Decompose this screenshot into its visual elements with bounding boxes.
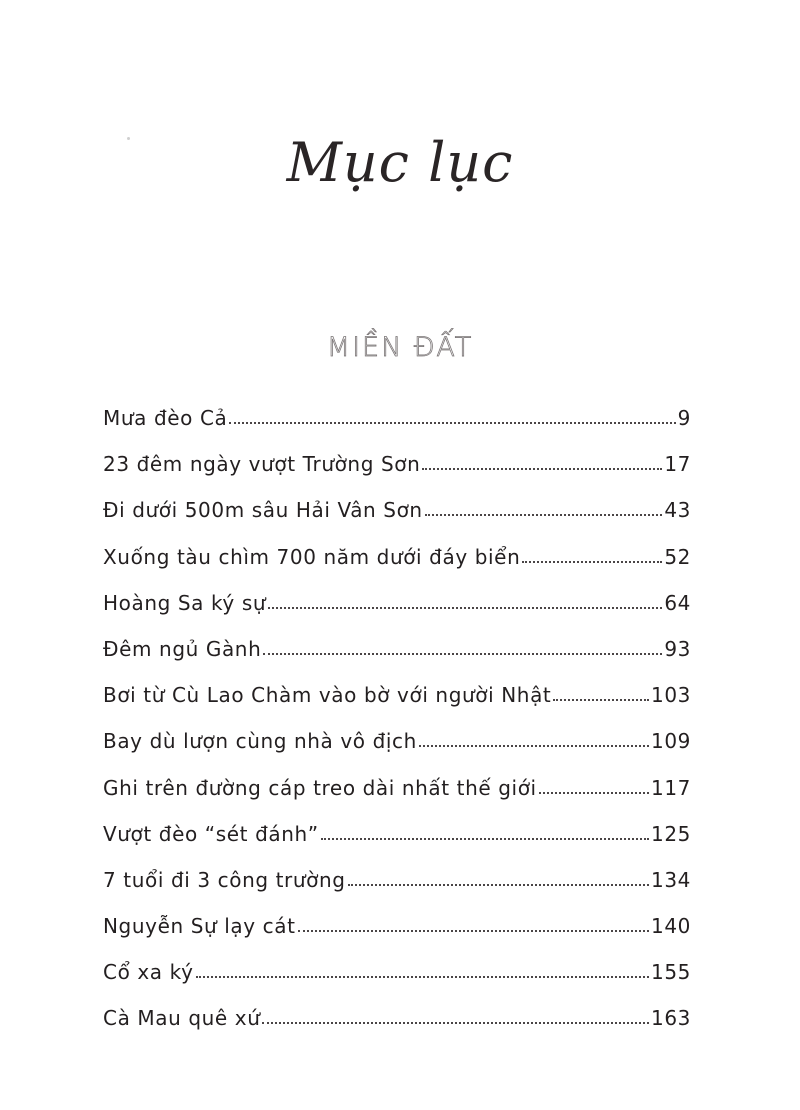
toc-entry-title: Hoàng Sa ký sự — [103, 590, 267, 615]
toc-entry-page: 43 — [664, 498, 691, 523]
toc-entry-page: 134 — [651, 867, 691, 892]
toc-entry-page: 155 — [651, 960, 691, 985]
dot-leader — [321, 838, 649, 840]
dot-leader — [419, 745, 649, 747]
toc-entry[interactable] — [103, 857, 691, 903]
section-title: MIỀN ĐẤT — [326, 332, 474, 363]
dot-leader — [539, 792, 649, 794]
toc-entry-page: 109 — [651, 729, 691, 754]
dot-leader — [553, 699, 649, 701]
toc-entry[interactable] — [103, 949, 691, 995]
toc-entry-title: Nguyễn Sự lạy cát — [103, 914, 296, 939]
toc-entry-title: Đêm ngủ Gành — [103, 636, 262, 661]
toc-entry-page: 17 — [664, 452, 691, 477]
toc-entry-title: Cà Mau quê xứ — [103, 1006, 261, 1031]
toc-entry[interactable] — [103, 395, 691, 441]
dot-leader — [298, 930, 649, 932]
dot-leader — [262, 1022, 649, 1024]
dot-leader — [422, 468, 662, 470]
table-of-contents — [103, 395, 691, 1042]
toc-entry[interactable] — [103, 811, 691, 857]
toc-entry[interactable] — [103, 995, 691, 1041]
toc-entry[interactable] — [103, 580, 691, 626]
toc-entry-title: Bơi từ Cù Lao Chàm vào bờ với người Nhật — [103, 683, 552, 708]
toc-entry-title: Ghi trên đường cáp treo dài nhất thế giới — [103, 775, 537, 800]
dot-leader — [348, 884, 649, 886]
toc-entry-title: Xuống tàu chìm 700 năm dưới đáy biển — [103, 544, 521, 569]
dot-leader — [522, 561, 662, 563]
dot-leader — [268, 607, 662, 609]
toc-entry[interactable] — [103, 534, 691, 580]
toc-entry[interactable] — [103, 718, 691, 764]
dot-leader — [425, 514, 663, 516]
toc-entry-title: Mưa đèo Cả — [103, 406, 228, 430]
toc-entry-page: 117 — [651, 775, 691, 800]
toc-entry-page: 52 — [664, 544, 691, 569]
toc-entry[interactable] — [103, 765, 691, 811]
toc-entry-title: 7 tuổi đi 3 công trường — [103, 867, 346, 892]
toc-entry-page: 163 — [651, 1006, 691, 1031]
toc-entry-page: 125 — [651, 821, 691, 846]
toc-entry-page: 9 — [677, 406, 691, 430]
toc-entry-page: 93 — [664, 636, 691, 661]
toc-entry-page: 103 — [651, 683, 691, 708]
toc-entry[interactable] — [103, 487, 691, 533]
toc-entry[interactable] — [103, 626, 691, 672]
toc-entry-title: Đi dưới 500m sâu Hải Vân Sơn — [103, 498, 423, 523]
dot-leader — [229, 422, 675, 424]
toc-entry[interactable] — [103, 672, 691, 718]
dot-leader — [196, 976, 650, 978]
toc-entry-title: 23 đêm ngày vượt Trường Sơn — [103, 452, 421, 477]
page-title: Mục lục — [286, 131, 514, 194]
toc-entry-page: 140 — [651, 914, 691, 939]
dot-leader — [263, 653, 662, 655]
toc-entry-title: Bay dù lượn cùng nhà vô địch — [103, 729, 417, 754]
toc-entry[interactable] — [103, 441, 691, 487]
toc-entry[interactable] — [103, 903, 691, 949]
toc-entry-page: 64 — [664, 590, 691, 615]
toc-entry-title: Cổ xa ký — [103, 960, 194, 985]
toc-entry-title: Vượt đèo “sét đánh” — [103, 821, 319, 846]
